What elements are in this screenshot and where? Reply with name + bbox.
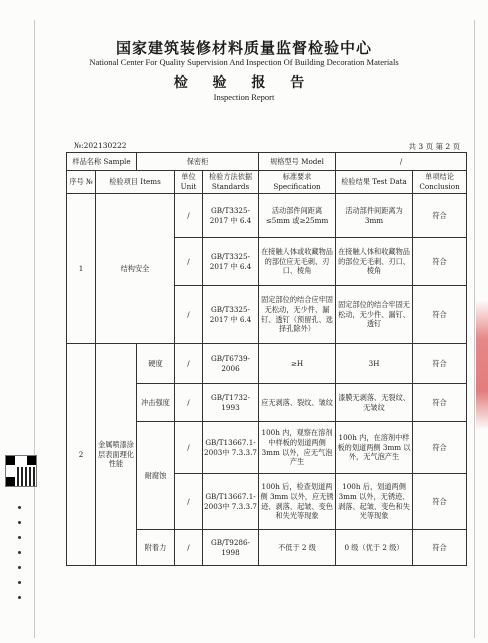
conclusion-cell: 符合 bbox=[413, 474, 467, 530]
unit-cell: / bbox=[175, 474, 203, 530]
item-cell: 耐腐蚀 bbox=[137, 422, 175, 530]
bullet-dot-icon bbox=[18, 536, 21, 539]
test-cell: 0 级（优于 2 级） bbox=[336, 530, 413, 566]
bullet-dot-icon bbox=[18, 521, 21, 524]
spec-cell: 100h 后，检查划道两侧 3mm 以外，应无锈迹、剥落、起皱、变色和失光等现象 bbox=[259, 474, 336, 530]
spec-cell: 应无剥落、裂纹、皱纹 bbox=[259, 384, 336, 422]
column-header-row bbox=[67, 171, 467, 194]
spec-cell: 固定部位的结合应牢固无松动，无少件、漏钉、透钉（预留孔、选择孔除外） bbox=[259, 286, 336, 344]
center-title-en: National Center For Quality Supervision And Inspection Of Building Decoration Materials bbox=[89, 57, 399, 67]
spec-cell: 不低于 2 级 bbox=[259, 530, 336, 566]
col-spec: 标准要求 Specification bbox=[259, 171, 336, 194]
unit-cell: / bbox=[175, 344, 203, 384]
bullet-dot-icon bbox=[18, 506, 21, 509]
bullet-dot-icon bbox=[18, 566, 21, 569]
standard-cell: GB/T3325-2017 中 6.4 bbox=[203, 286, 259, 344]
standard-cell: GB/T3325-2017 中 6.4 bbox=[203, 238, 259, 286]
col-test: 检验结果 Test Data bbox=[336, 171, 413, 194]
conclusion-cell: 符合 bbox=[413, 238, 467, 286]
col-items: 检验项目 Items bbox=[96, 171, 175, 194]
spec-cell: 在接触人体或收藏物品的部位应无毛刺、刃口、棱角 bbox=[259, 238, 336, 286]
group1-name: 结构安全 bbox=[96, 194, 175, 344]
unit-cell: / bbox=[175, 422, 203, 474]
sample-value: 保密柜 bbox=[137, 153, 259, 171]
report-title-cn: 检 验 报 告 bbox=[173, 75, 315, 91]
sample-row bbox=[67, 153, 467, 171]
test-cell: 3H bbox=[336, 344, 413, 384]
test-cell: 100h 后，划道两侧 3mm 以外，无锈迹、剥落、起皱、变色和失光等现象 bbox=[336, 474, 413, 530]
unit-cell: / bbox=[175, 238, 203, 286]
unit-cell: / bbox=[175, 286, 203, 344]
bullet-dot-icon bbox=[18, 596, 21, 599]
col-unit: 单位 Unit bbox=[175, 171, 203, 194]
unit-cell: / bbox=[175, 194, 203, 238]
unit-cell: / bbox=[175, 530, 203, 566]
bullet-dot-icon bbox=[18, 581, 21, 584]
item-cell: 冲击强度 bbox=[137, 384, 175, 422]
inspection-table bbox=[66, 152, 467, 566]
conclusion-cell: 符合 bbox=[413, 384, 467, 422]
test-cell: 在接触人体和收藏物品的部位无毛刺、刃口、棱角 bbox=[336, 238, 413, 286]
center-title-cn: 国家建筑装修材料质量监督检验中心 bbox=[115, 39, 372, 57]
test-cell: 活动部件间距离为 3mm bbox=[336, 194, 413, 238]
item-cell: 硬度 bbox=[137, 344, 175, 384]
page-border-right bbox=[474, 20, 475, 638]
conclusion-cell: 符合 bbox=[413, 194, 467, 238]
test-cell: 漆膜无剥落、无裂纹、无皱纹 bbox=[336, 384, 413, 422]
table-row bbox=[67, 344, 467, 384]
item-cell: 附着力 bbox=[137, 530, 175, 566]
model-label: 规格型号 Model bbox=[259, 153, 336, 171]
conclusion-cell: 符合 bbox=[413, 286, 467, 344]
test-cell: 100h 内，在溶剂中样板的划道两侧 3mm 以外，无气泡产生 bbox=[336, 422, 413, 474]
spec-cell: 活动部件间距离 ≤5mm 或≥25mm bbox=[259, 194, 336, 238]
standard-cell: GB/T1732-1993 bbox=[203, 384, 259, 422]
unit-cell: / bbox=[175, 384, 203, 422]
standard-cell: GB/T13667.1-2003中 7.3.3.7 bbox=[203, 474, 259, 530]
col-conclusion: 单项结论 Conclusion bbox=[413, 171, 467, 194]
spec-cell: 100h 内，观察在溶剂中样板的划道两侧 3mm 以外，应无气泡产生 bbox=[259, 422, 336, 474]
bullet-dot-icon bbox=[18, 551, 21, 554]
conclusion-cell: 符合 bbox=[413, 422, 467, 474]
report-title-en: Inspection Report bbox=[213, 92, 275, 102]
page-info: 共 3 页 第 2 页 bbox=[408, 142, 460, 151]
standard-cell: GB/T3325-2017 中 6.4 bbox=[203, 194, 259, 238]
standard-cell: GB/T6739-2006 bbox=[203, 344, 259, 384]
sample-label: 样品名称 Sample bbox=[67, 153, 137, 171]
seal-stamp-edge bbox=[476, 300, 488, 430]
qr-code-icon bbox=[5, 455, 37, 487]
report-number: №:202130222 bbox=[74, 141, 127, 150]
col-standards: 检验方法依据 Standards bbox=[203, 171, 259, 194]
col-no: 序号 № bbox=[67, 171, 96, 194]
group2-name: 金属喷漆涂层表面理化性能 bbox=[96, 344, 137, 566]
conclusion-cell: 符合 bbox=[413, 530, 467, 566]
standard-cell: GB/T13667.1-2003中 7.3.3.7 bbox=[203, 422, 259, 474]
group2-no: 2 bbox=[67, 344, 96, 566]
standard-cell: GB/T9286-1998 bbox=[203, 530, 259, 566]
table-row bbox=[67, 194, 467, 238]
group1-no: 1 bbox=[67, 194, 96, 344]
spec-cell: ≥H bbox=[259, 344, 336, 384]
test-cell: 固定部位的结合牢固无松动，无少件、漏钉、透钉 bbox=[336, 286, 413, 344]
model-value: / bbox=[336, 153, 467, 171]
conclusion-cell: 符合 bbox=[413, 344, 467, 384]
page-border-left bbox=[34, 20, 35, 638]
